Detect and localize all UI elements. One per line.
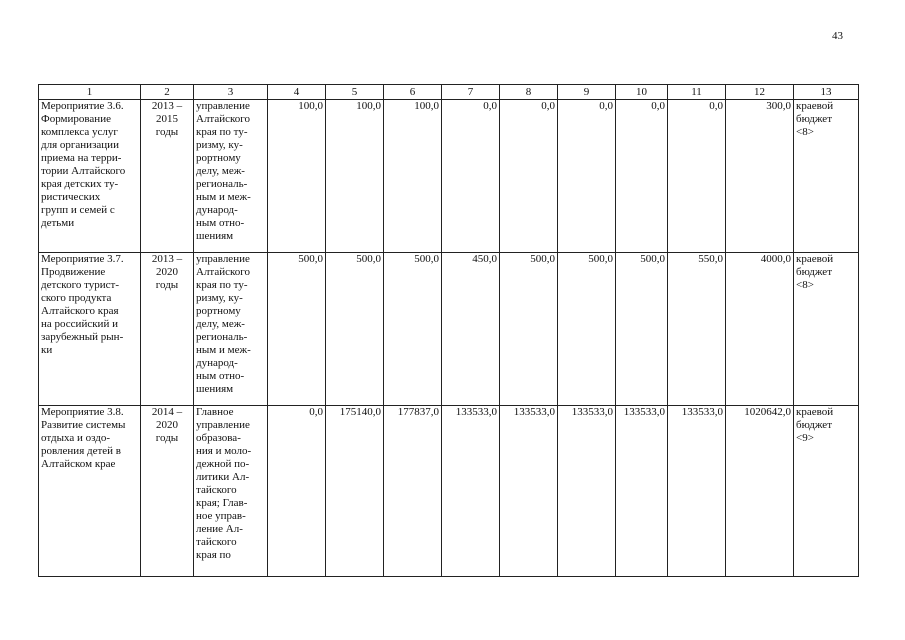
table-row xyxy=(39,253,859,406)
value-cell: 100,0 xyxy=(268,100,326,253)
value-cell: 0,0 xyxy=(268,406,326,577)
source-cell: краевой бюджет <8> xyxy=(794,100,859,253)
value-cell: 175140,0 xyxy=(326,406,384,577)
value-cell: 550,0 xyxy=(668,253,726,406)
value-cell: 133533,0 xyxy=(558,406,616,577)
value-cell: 133533,0 xyxy=(668,406,726,577)
years-cell: 2014 – 2020 годы xyxy=(141,406,194,577)
value-cell: 133533,0 xyxy=(616,406,668,577)
value-cell: 500,0 xyxy=(384,253,442,406)
years-cell: 2013 – 2020 годы xyxy=(141,253,194,406)
value-cell: 0,0 xyxy=(500,100,558,253)
value-cell: 300,0 xyxy=(726,100,794,253)
column-header: 11 xyxy=(668,85,726,100)
column-header: 8 xyxy=(500,85,558,100)
table-row xyxy=(39,406,859,577)
value-cell: 100,0 xyxy=(326,100,384,253)
value-cell: 0,0 xyxy=(668,100,726,253)
column-header: 13 xyxy=(794,85,859,100)
value-cell: 133533,0 xyxy=(500,406,558,577)
value-cell: 0,0 xyxy=(442,100,500,253)
measure-cell: Мероприятие 3.6. Формирование комплекса услуг для организации приема на терри- тории Алтайского края детских ту- ристических групп и семей с детьми xyxy=(39,100,141,253)
value-cell: 1020642,0 xyxy=(726,406,794,577)
value-cell: 500,0 xyxy=(268,253,326,406)
column-header: 9 xyxy=(558,85,616,100)
executor-cell: управление Алтайского края по ту- ризму, ку- рортному делу, меж- региональ- ным и меж- дународ- ным отно- шениям xyxy=(194,100,268,253)
value-cell: 450,0 xyxy=(442,253,500,406)
value-cell: 500,0 xyxy=(558,253,616,406)
executor-cell: Главное управление образова- ния и моло- дежной по- литики Ал- тайского края; Глав- ное управ- ление Ал- тайского края по xyxy=(194,406,268,577)
value-cell: 0,0 xyxy=(616,100,668,253)
header-row xyxy=(39,85,859,100)
page-number: 43 xyxy=(832,30,843,42)
column-header: 2 xyxy=(141,85,194,100)
value-cell: 0,0 xyxy=(558,100,616,253)
column-header: 4 xyxy=(268,85,326,100)
measure-cell: Мероприятие 3.8. Развитие системы отдыха и оздо- ровления детей в Алтайском крае xyxy=(39,406,141,577)
executor-cell: управление Алтайского края по ту- ризму, ку- рортному делу, меж- региональ- ным и меж- дународ- ным отно- шениям xyxy=(194,253,268,406)
value-cell: 133533,0 xyxy=(442,406,500,577)
column-header: 12 xyxy=(726,85,794,100)
budget-table xyxy=(38,84,859,577)
value-cell: 500,0 xyxy=(326,253,384,406)
column-header: 6 xyxy=(384,85,442,100)
column-header: 5 xyxy=(326,85,384,100)
value-cell: 500,0 xyxy=(500,253,558,406)
column-header: 10 xyxy=(616,85,668,100)
value-cell: 4000,0 xyxy=(726,253,794,406)
table-row xyxy=(39,100,859,253)
source-cell: краевой бюджет <9> xyxy=(794,406,859,577)
value-cell: 177837,0 xyxy=(384,406,442,577)
column-header: 3 xyxy=(194,85,268,100)
source-cell: краевой бюджет <8> xyxy=(794,253,859,406)
measure-cell: Мероприятие 3.7. Продвижение детского турист- ского продукта Алтайского края на российский и зарубежный рын- ки xyxy=(39,253,141,406)
value-cell: 100,0 xyxy=(384,100,442,253)
value-cell: 500,0 xyxy=(616,253,668,406)
column-header: 7 xyxy=(442,85,500,100)
years-cell: 2013 – 2015 годы xyxy=(141,100,194,253)
column-header: 1 xyxy=(39,85,141,100)
